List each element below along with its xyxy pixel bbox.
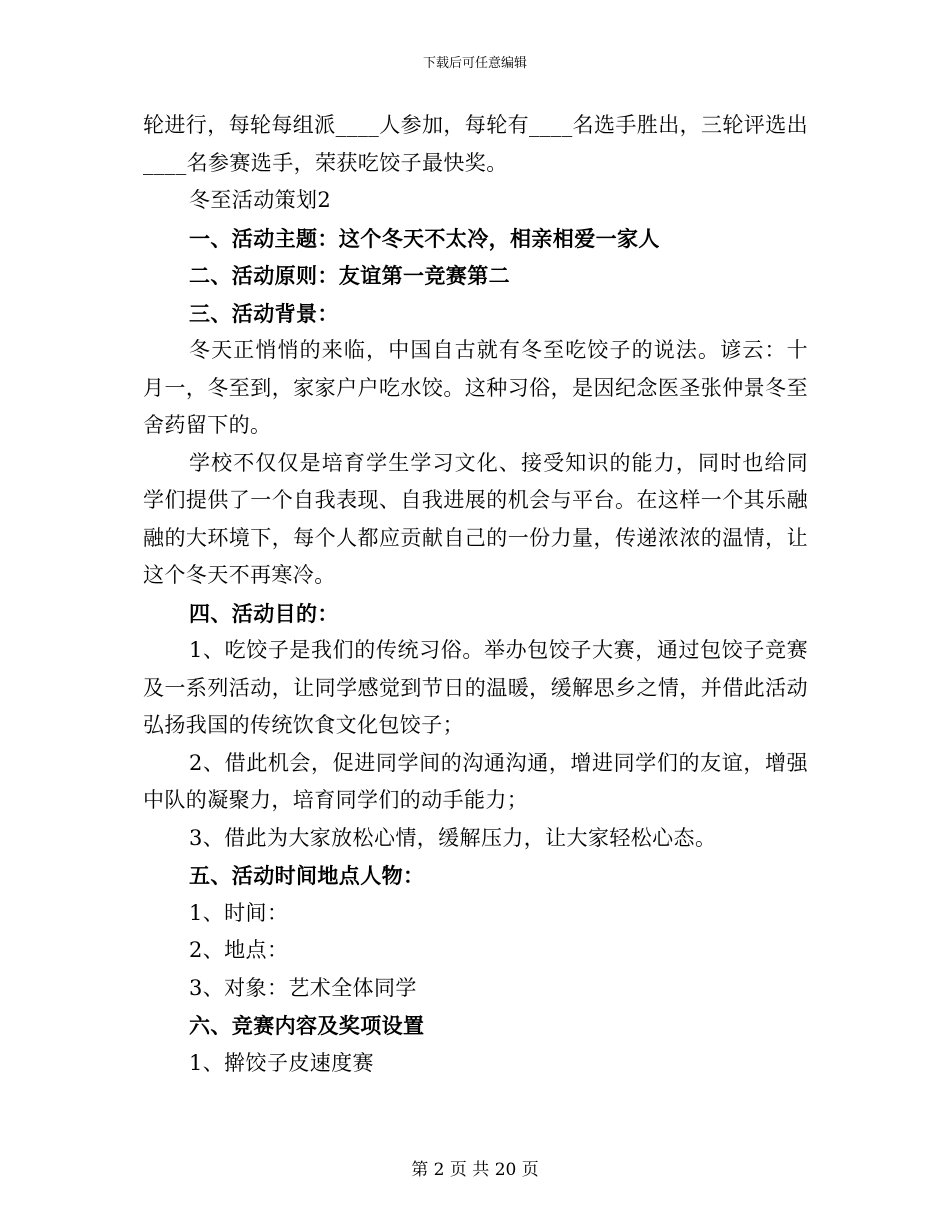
page-header: 下载后可任意编辑 xyxy=(422,56,527,71)
paragraph-background-2: 学校不仅仅是培育学生学习文化、接受知识的能力，同时也给同学们提供了一个自我表现、自我进展的机会与平台。在这样一个其乐融融的大环境下，每个人都应贡献自己的一份力量，传递浓浓的温情，让这个冬天不再寒冷。 xyxy=(143,450,808,587)
document-body xyxy=(143,107,808,1082)
heading-background: 三、活动背景： xyxy=(189,300,339,326)
purpose-item-2: 2、借此机会，促进同学间的沟通沟通，增进同学们的友谊，增强中队的凝聚力，培育同学们的动手能力； xyxy=(143,750,808,812)
heading-purpose: 四、活动目的： xyxy=(189,600,339,626)
heading-principle: 二、活动原则：友谊第一竞赛第二 xyxy=(189,263,510,288)
paragraph-continued-rules: 轮进行，每轮每组派____人参加，每轮有____名选手胜出，三轮评选出____名参赛选手，荣获吃饺子最快奖。 xyxy=(143,113,808,175)
heading-time-place: 五、活动时间地点人物： xyxy=(189,863,425,888)
section-title-plan-2: 冬至活动策划2 xyxy=(189,188,332,212)
place-item: 2、地点： xyxy=(189,938,289,962)
page-footer: 第 2 页 共 20 页 xyxy=(411,1160,539,1180)
paragraph-background-1: 冬天正悄悄的来临，中国自古就有冬至吃饺子的说法。谚云：十月一，冬至到，家家户户吃水饺。这种习俗，是因纪念医圣张仲景冬至舍药留下的。 xyxy=(143,338,808,437)
heading-contest-awards: 六、竞赛内容及奖项设置 xyxy=(189,1013,425,1038)
time-item: 1、时间： xyxy=(189,900,289,925)
purpose-item-3: 3、借此为大家放松心情，缓解压力，让大家轻松心态。 xyxy=(189,825,717,850)
contest-item-1: 1、擀饺子皮速度赛 xyxy=(189,1050,374,1075)
heading-theme: 一、活动主题：这个冬天不太冷，相亲相爱一家人 xyxy=(189,225,660,251)
audience-item: 3、对象：艺术全体同学 xyxy=(189,975,417,1000)
purpose-item-1: 1、吃饺子是我们的传统习俗。举办包饺子大赛，通过包饺子竞赛及一系列活动，让同学感觉到节日的温暖，缓解思乡之情，并借此活动弘扬我国的传统饮食文化包饺子； xyxy=(143,638,808,737)
